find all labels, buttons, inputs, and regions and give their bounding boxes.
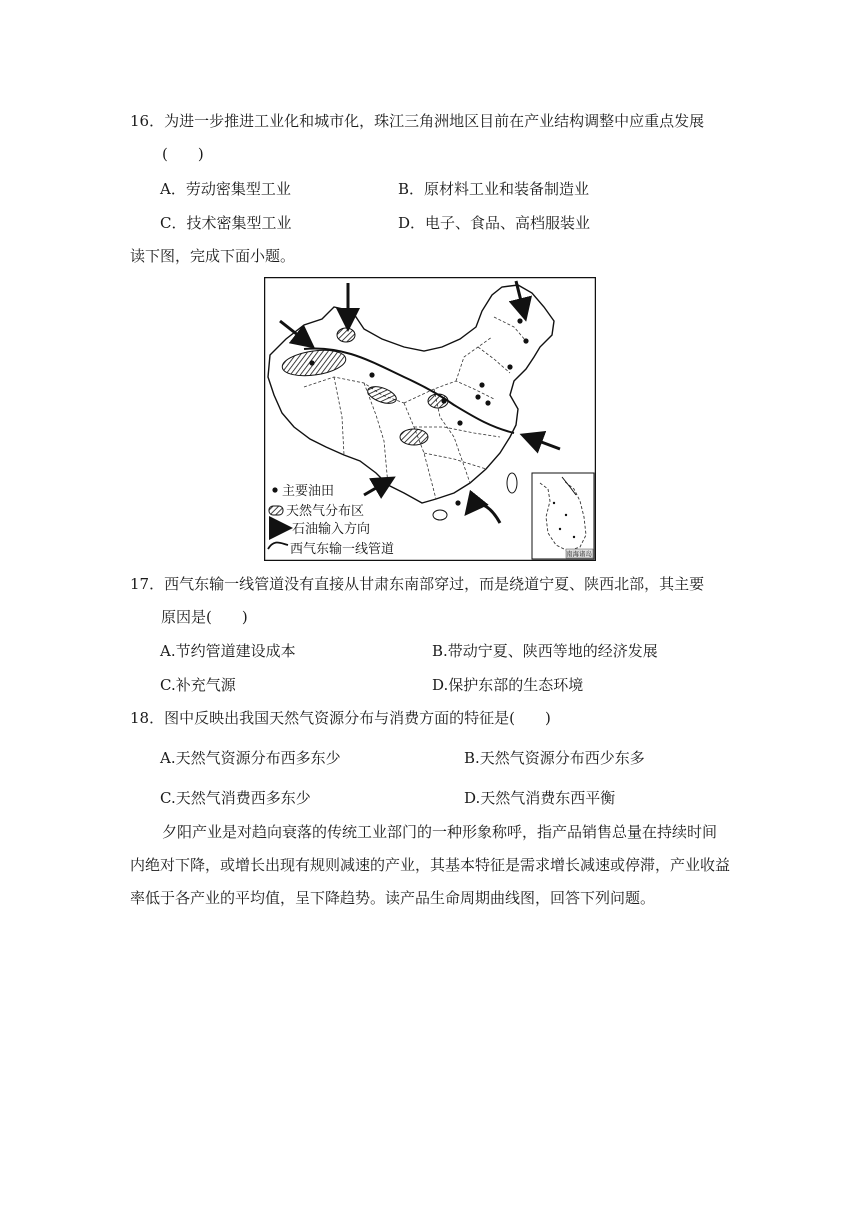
q16-stem: 16．为进一步推进工业化和城市化，珠江三角洲地区目前在产业结构调整中应重点发展	[130, 112, 705, 130]
legend-gas-area: 天然气分布区	[286, 503, 365, 518]
gas-area-junggar	[337, 328, 355, 342]
q16-answer-paren: ( )	[162, 145, 204, 163]
south-sea-inset	[532, 473, 594, 559]
legend-oil-field-icon	[272, 487, 277, 492]
q17-option-c[interactable]: C.补充气源	[160, 676, 236, 694]
china-gas-map	[264, 277, 596, 561]
legend-oil-import: 石油输入方向	[292, 521, 371, 536]
q18-option-b[interactable]: B.天然气资源分布西少东多	[464, 749, 645, 767]
q17-stem-line2: 原因是( )	[161, 608, 248, 626]
passage-line-3: 率低于各产业的平均值，呈下降趋势。读产品生命周期曲线图，回答下列问题。	[130, 889, 656, 907]
q16-option-c[interactable]: C．技术密集型工业	[160, 214, 292, 232]
q18-option-a[interactable]: A.天然气资源分布西多东少	[160, 749, 341, 767]
legend-oil-field: 主要油田	[282, 483, 335, 498]
q18-stem: 18．图中反映出我国天然气资源分布与消费方面的特征是( )	[130, 709, 551, 727]
q18-option-c[interactable]: C.天然气消费西多东少	[160, 789, 311, 807]
q16-option-d[interactable]: D．电子、食品、高档服装业	[398, 214, 591, 232]
legend-gas-area-icon	[269, 506, 283, 515]
q17-option-b[interactable]: B.带动宁夏、陕西等地的经济发展	[432, 642, 658, 660]
legend-pipeline: 西气东输一线管道	[290, 541, 395, 556]
map-instruction: 读下图，完成下面小题。	[130, 247, 296, 265]
gas-area-sichuan	[400, 429, 428, 445]
q16-option-a[interactable]: A．劳动密集型工业	[160, 180, 291, 198]
q17-option-d[interactable]: D.保护东部的生态环境	[432, 676, 584, 694]
q17-stem-line1: 17．西气东输一线管道没有直接从甘肃东南部穿过，而是绕道宁夏、陕西北部，其主要	[130, 575, 705, 593]
passage-line-1: 夕阳产业是对趋向衰落的传统工业部门的一种形象称呼，指产品销售总量在持续时间	[162, 823, 718, 841]
passage-line-2: 内绝对下降，或增长出现有规则减速的产业，其基本特征是需求增长减速或停滞，产业收益	[130, 856, 731, 874]
q18-option-d[interactable]: D.天然气消费东西平衡	[464, 789, 616, 807]
q16-option-b[interactable]: B．原材料工业和装备制造业	[398, 180, 590, 198]
q17-option-a[interactable]: A.节约管道建设成本	[160, 642, 296, 660]
inset-label: 南海诸岛	[566, 550, 592, 558]
